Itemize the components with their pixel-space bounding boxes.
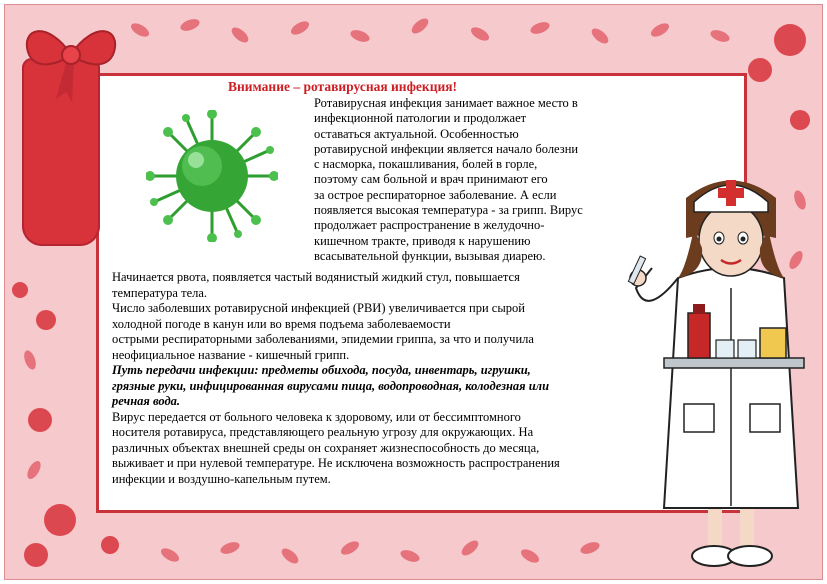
closing-line: различных объектах внешней среды он сохраняет жизнеспособность до месяца,	[112, 440, 540, 455]
closing-line: выживает и при нулевой температуре. Не исключена возможность распространения	[112, 456, 560, 470]
body-line: Начинается рвота, появляется частый водянистый жидкий стул, повышается	[112, 270, 520, 284]
body-line: острыми респираторными заболеваниями, эпидемии гриппа, за что и получила	[112, 332, 534, 346]
intro-line: поэтому сам больной и врач принимают его	[314, 172, 548, 187]
transmission-line: речная вода.	[112, 394, 181, 408]
closing-line: Вирус передается от больного человека к здоровому, или от бессимптомного	[112, 409, 521, 424]
intro-line: с насморка, покашливания, болей в горле,	[314, 157, 538, 172]
virus-illustration	[146, 110, 278, 242]
transmission-line: грязные руки, инфицированная вирусами пища, водопроводная, колодезная или	[112, 378, 550, 393]
ribbon-bow-icon	[16, 14, 126, 104]
body-line: Число заболевших ротавирусной инфекцией (РВИ) увеличивается при сырой	[112, 301, 525, 315]
intro-line: за острое респираторное заболевание. А если	[314, 187, 557, 202]
body-text	[112, 270, 632, 487]
intro-line: появляется высокая температура - за грипп. Вирус	[314, 203, 583, 218]
intro-line: инфекционной патологии и продолжает	[314, 111, 527, 126]
intro-line: Ротавирусная инфекция занимает важное место в	[314, 96, 578, 110]
nurse-illustration	[616, 168, 812, 574]
intro-line: продолжает распространение в желудочно-	[314, 218, 545, 233]
page-title: Внимание – ротавирусная инфекция!	[228, 79, 458, 94]
body-line: неофициальное название - кишечный грипп.	[112, 347, 350, 362]
intro-line: всасывательной функции, вызывая диарею.	[314, 248, 546, 263]
closing-line: носителя ротавируса, представляющего реальную угрозу для окружающих. На	[112, 425, 534, 439]
closing-line: инфекции и воздушно-капельным путем.	[112, 471, 331, 486]
intro-line: оставаться актуальной. Особенностью	[314, 126, 519, 141]
body-line: температура тела.	[112, 285, 208, 300]
intro-line: кишечном тракте, приводя к нарушению	[314, 233, 531, 248]
body-line: холодной погоде в канун или во время подъема заболеваемости	[112, 316, 451, 331]
transmission-line: Путь передачи инфекции: предметы обихода, посуда, инвентарь, игрушки,	[112, 363, 531, 377]
intro-paragraph	[314, 96, 614, 264]
intro-line: ротавирусной инфекции является начало болезни	[314, 141, 579, 156]
